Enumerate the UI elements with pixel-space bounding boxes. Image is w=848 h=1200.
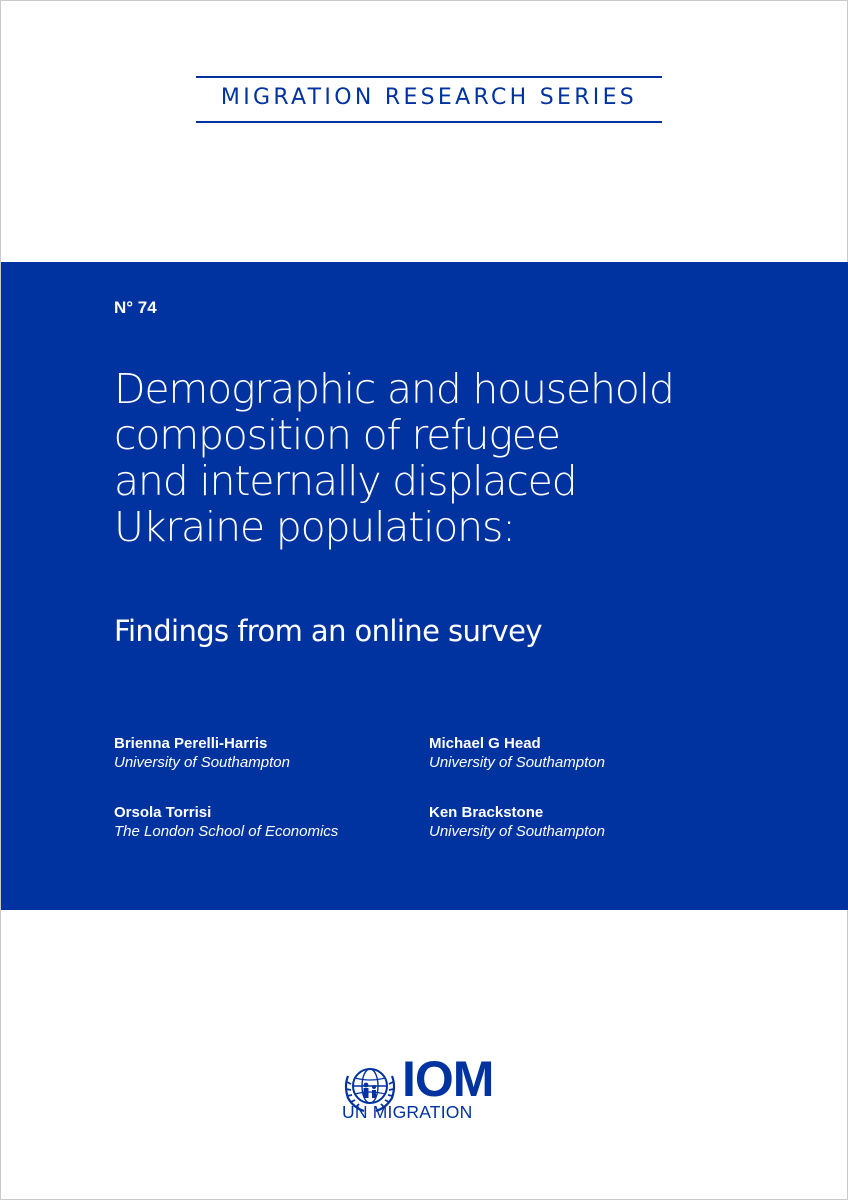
author-block <box>429 734 605 772</box>
logo-wordmark: IOM <box>402 1051 494 1107</box>
author-affiliation: The London School of Economics <box>114 823 339 840</box>
author-block <box>114 734 290 772</box>
iom-logo <box>342 1051 512 1126</box>
series-bottom-rule <box>196 121 662 123</box>
title-line: and internally displaced <box>114 457 577 505</box>
title-band <box>1 262 848 910</box>
author-name: Michael G Head <box>429 735 541 752</box>
report-title <box>114 366 814 550</box>
author-name: Brienna Perelli-Harris <box>114 735 268 752</box>
author-name: Ken Brackstone <box>429 804 544 821</box>
author-block <box>429 803 605 841</box>
title-line: composition of refugee <box>114 411 560 459</box>
series-title: MIGRATION RESEARCH SERIES <box>220 85 638 110</box>
issue-number: N° 74 <box>114 298 157 317</box>
author-name: Orsola Torrisi <box>114 804 212 821</box>
author-block <box>114 803 338 841</box>
series-top-rule <box>196 76 662 78</box>
author-affiliation: University of Southampton <box>429 823 605 840</box>
title-line: Demographic and household <box>114 365 674 413</box>
report-subtitle: Findings from an online survey <box>114 614 542 648</box>
author-affiliation: University of Southampton <box>114 754 290 771</box>
title-line: Ukraine populations: <box>114 503 515 551</box>
author-affiliation: University of Southampton <box>429 754 605 771</box>
logo-subtext: UN MIGRATION <box>342 1102 473 1122</box>
